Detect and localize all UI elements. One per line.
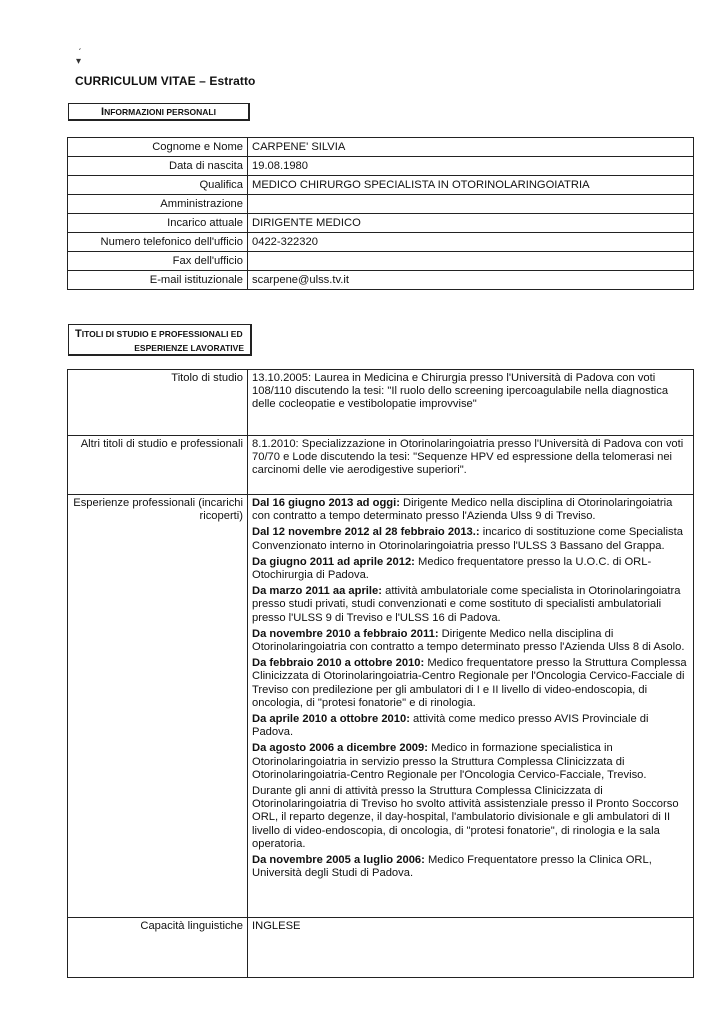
- table-row: [68, 176, 694, 195]
- experience-text: Dirigente Medico nella disciplina di Otorinolaringoiatria con contratto a tempo determinato presso l'Azienda Ulss 8 di Asolo.: [252, 627, 685, 654]
- experience-text: attività come medico presso AVIS Provinciale di Padova.: [252, 713, 649, 739]
- row-value: 13.10.2005: Laurea in Medicina e Chirurgia presso l'Università di Padova con voti 108/110 discutendo la tesi: "Il ruolo dello screening ipercoagulabile nella diagnostica delle cocleopatie e vestibolopatie improvvise": [248, 370, 694, 436]
- row-label: Qualifica: [68, 176, 248, 195]
- row-label: Fax dell'ufficio: [68, 252, 248, 271]
- row-label: Incarico attuale: [68, 214, 248, 233]
- experience-text: Durante gli anni di attività presso la Struttura Complessa Clinicizzata di Otorinolaringoiatria di Treviso ho svolto attività assistenziale presso il Pronto Soccorso ORL, il reparto degenze, il day-hospital, l'ambulatorio divisionale e gli ambulatori di II livello di video-endoscopia, di oncologia, di "protesi fonatorie", di rinologia e la sala operatoria.: [252, 785, 679, 850]
- experience-text: Medico Frequentatore presso la Clinica ORL, Università degli Studi di Padova.: [252, 854, 652, 880]
- experience-item: [252, 657, 689, 710]
- experience-item: [252, 628, 689, 654]
- scan-mark: ▾: [76, 56, 82, 67]
- scan-mark: ˏ: [78, 40, 82, 51]
- studies-table: [67, 369, 694, 978]
- experience-period: Dal 16 giugno 2013 ad oggi:: [252, 497, 400, 509]
- section-heading-personal-info: INFORMAZIONI PERSONALI: [68, 103, 250, 121]
- row-value: 19.08.1980: [248, 157, 694, 176]
- row-label: E-mail istituzionale: [68, 271, 248, 290]
- table-row: [68, 495, 694, 918]
- table-row: [68, 918, 694, 978]
- table-row: [68, 214, 694, 233]
- experience-text: Medico in formazione specialistica in Otorinolaringoiatria in servizio presso la Struttura Complessa Clinicizzata di Otorinolaringoiatria-Centro Regionale per l'Oncologia Cervico-Facciale, Treviso.: [252, 742, 647, 781]
- experience-period: Da novembre 2010 a febbraio 2011:: [252, 627, 439, 640]
- table-row: [68, 252, 694, 271]
- row-value: 0422-322320: [248, 233, 694, 252]
- row-label: Data di nascita: [68, 157, 248, 176]
- experience-item: [252, 526, 689, 552]
- section-heading-studies: TITOLI DI STUDIO E PROFESSIONALI ED ESPERIENZE LAVORATIVE: [68, 324, 252, 356]
- table-row: [68, 157, 694, 176]
- row-value: scarpene@ulss.tv.it: [248, 271, 694, 290]
- row-label: Titolo di studio: [68, 370, 248, 436]
- experience-item: [252, 742, 689, 782]
- table-row: [68, 138, 694, 157]
- row-value: 8.1.2010: Specializzazione in Otorinolaringoiatria presso l'Università di Padova con voti 70/70 e Lode discutendo la tesi: "Sequenze HPV ed espressione della telomerasi nei carcinomi delle vie aerodigestive superiori".: [248, 436, 694, 495]
- experience-text: Medico frequentatore presso la Struttura Complessa Clinicizzata di Otorinolaringoiatria-Centro Regionale per l'Oncologia Cervico-Facciale di Treviso con predilezione per gli ambulatori di I e II livello di video-endoscopia, di oncologia, di "protesi fonatorie" e di rinologia.: [252, 657, 687, 709]
- experience-item: [252, 556, 689, 582]
- row-value: [248, 252, 694, 271]
- row-value: MEDICO CHIRURGO SPECIALISTA IN OTORINOLARINGOIATRIA: [248, 176, 694, 195]
- experience-period: Da agosto 2006 a dicembre 2009:: [252, 742, 428, 755]
- experience-item: [252, 585, 689, 625]
- row-label: Altri titoli di studio e professionali: [68, 436, 248, 495]
- table-row: [68, 233, 694, 252]
- experience-period: Da aprile 2010 a ottobre 2010:: [252, 713, 410, 726]
- table-row: [68, 195, 694, 214]
- row-label: Esperienze professionali (incarichi ricoperti): [68, 495, 248, 918]
- experience-item: [252, 854, 689, 880]
- experience-text: attività ambulatoriale come specialista in Otorinolaringoiatra presso studi privati, studi convenzionati e come sostituto di specialisti ambulatoriali presso l'ULSS 9 di Treviso e l'ULSS 16 di Padova.: [252, 585, 681, 624]
- row-value: CARPENE' SILVIA: [248, 138, 694, 157]
- personal-info-table: [67, 137, 694, 290]
- experience-period: Da febbraio 2010 a ottobre 2010:: [252, 657, 425, 670]
- experience-list: [248, 495, 694, 918]
- row-value: DIRIGENTE MEDICO: [248, 214, 694, 233]
- experience-text: Dirigente Medico nella disciplina di Otorinolaringoiatria con contratto a tempo determinato presso l'Azienda Ulss 9 di Treviso.: [252, 497, 673, 523]
- experience-period: Da marzo 2011 aa aprile:: [252, 585, 382, 598]
- row-value: INGLESE: [248, 918, 694, 978]
- table-row: [68, 370, 694, 436]
- experience-text: Medico frequentatore presso la U.O.C. di ORL-Otochirurgia di Padova.: [252, 555, 652, 582]
- experience-period: Da giugno 2011 ad aprile 2012:: [252, 555, 415, 568]
- experience-text: incarico di sostituzione come Specialista Convenzionato interno in Otorinolaringoiatria presso l'ULSS 3 Bassano del Grappa.: [252, 526, 683, 552]
- experience-item: [252, 497, 689, 523]
- experience-item: [252, 785, 689, 851]
- row-label: Numero telefonico dell'ufficio: [68, 233, 248, 252]
- row-label: Cognome e Nome: [68, 138, 248, 157]
- row-label: Amministrazione: [68, 195, 248, 214]
- table-row: [68, 436, 694, 495]
- document-title: CURRICULUM VITAE – Estratto: [75, 74, 256, 88]
- experience-item: [252, 713, 689, 739]
- row-label: Capacità linguistiche: [68, 918, 248, 978]
- table-row: [68, 271, 694, 290]
- experience-period: Da novembre 2005 a luglio 2006:: [252, 854, 425, 867]
- experience-period: Dal 12 novembre 2012 al 28 febbraio 2013.:: [252, 526, 480, 539]
- row-value: [248, 195, 694, 214]
